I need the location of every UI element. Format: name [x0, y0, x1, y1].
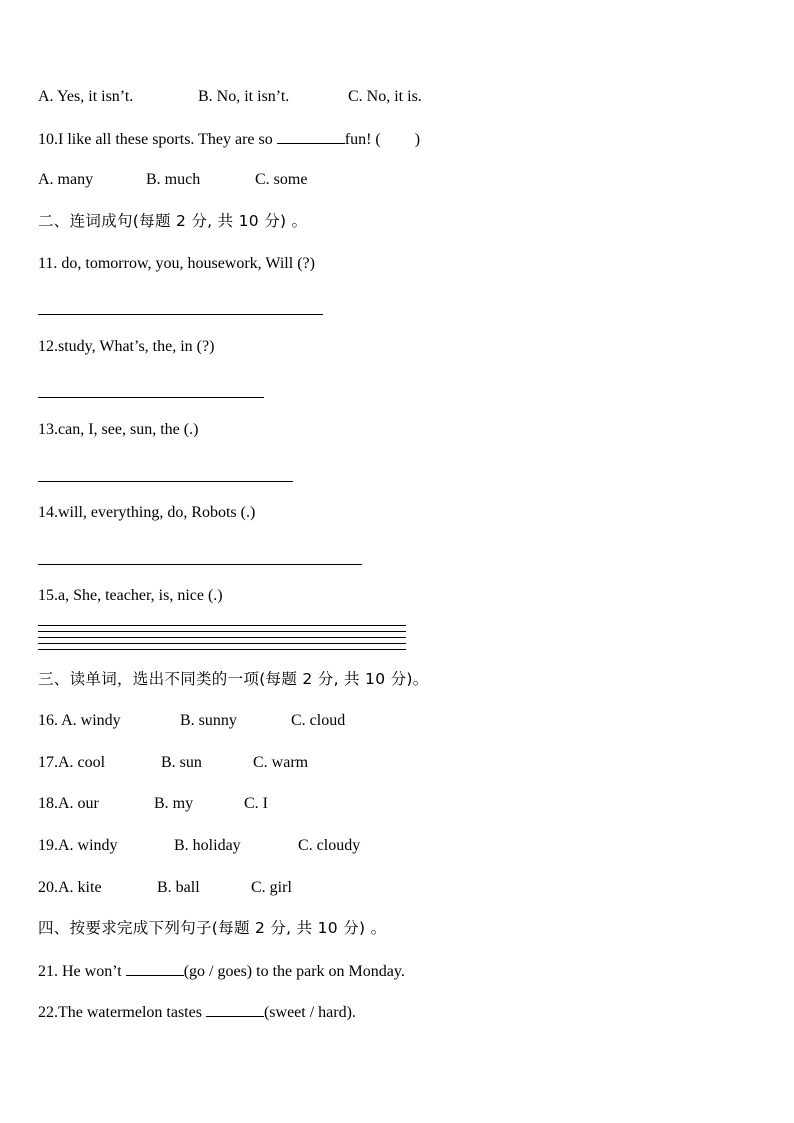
section-4-heading: 四、按要求完成下列句子(每题 2 分, 共 10 分) 。 [38, 919, 387, 937]
q22-question [38, 1002, 356, 1023]
q18-option-a: 18.A. our [38, 795, 99, 812]
section-2-heading: 二、连词成句(每题 2 分, 共 10 分) 。 [38, 212, 308, 230]
q15-question: 15.a, She, teacher, is, nice (.) [38, 587, 223, 604]
q11-answer-line[interactable] [38, 314, 323, 315]
q12-answer-line[interactable] [38, 397, 264, 398]
q15-answer-line-3[interactable] [38, 637, 406, 638]
q15-answer-line-2[interactable] [38, 631, 406, 632]
q10-option-c: C. some [255, 171, 308, 188]
q17-option-b: B. sun [161, 754, 202, 771]
q16-option-a: 16. A. windy [38, 712, 121, 729]
q10-blank[interactable] [277, 129, 345, 144]
q21-suffix: (go / goes) to the park on Monday. [183, 963, 405, 980]
q12-question: 12.study, What’s, the, in (?) [38, 338, 215, 355]
q16-option-b: B. sunny [180, 712, 237, 729]
q13-question: 13.can, I, see, sun, the (.) [38, 421, 199, 438]
q9-option-b: B. No, it isn’t. [198, 88, 290, 105]
section-3-heading: 三、读单词，选出不同类的一项(每题 2 分, 共 10 分)。 [38, 670, 429, 688]
q20-option-b: B. ball [157, 879, 200, 896]
q15-answer-line-5[interactable] [38, 649, 406, 650]
q10-close: ) [414, 131, 421, 148]
q9-option-a: A. Yes, it isn’t. [38, 88, 134, 105]
q10-suffix: fun! ( [344, 131, 381, 148]
q13-answer-line[interactable] [38, 481, 293, 482]
q10-option-b: B. much [146, 171, 201, 188]
q9-option-c: C. No, it is. [348, 88, 422, 105]
q10-question [38, 129, 420, 150]
q17-option-c: C. warm [253, 754, 309, 771]
q22-suffix: (sweet / hard). [263, 1004, 356, 1021]
q22-blank[interactable] [206, 1002, 264, 1017]
q19-option-b: B. holiday [174, 837, 241, 854]
q10-prefix: 10.I like all these sports. They are so [38, 131, 277, 148]
q20-option-a: 20.A. kite [38, 879, 102, 896]
q15-answer-line-4[interactable] [38, 643, 406, 644]
q20-option-c: C. girl [251, 879, 292, 896]
q19-option-a: 19.A. windy [38, 837, 118, 854]
q21-question [38, 961, 405, 982]
q14-question: 14.will, everything, do, Robots (.) [38, 504, 256, 521]
q21-prefix: 21. He won’t [38, 963, 126, 980]
q14-answer-line[interactable] [38, 564, 362, 565]
q10-option-a: A. many [38, 171, 94, 188]
q17-option-a: 17.A. cool [38, 754, 106, 771]
q22-prefix: 22.The watermelon tastes [38, 1004, 206, 1021]
q19-option-c: C. cloudy [298, 837, 361, 854]
q18-option-b: B. my [154, 795, 194, 812]
q18-option-c: C. I [244, 795, 268, 812]
q16-option-c: C. cloud [291, 712, 346, 729]
q15-answer-line-1[interactable] [38, 625, 406, 626]
q11-question: 11. do, tomorrow, you, housework, Will (?) [38, 255, 315, 272]
q21-blank[interactable] [126, 961, 184, 976]
